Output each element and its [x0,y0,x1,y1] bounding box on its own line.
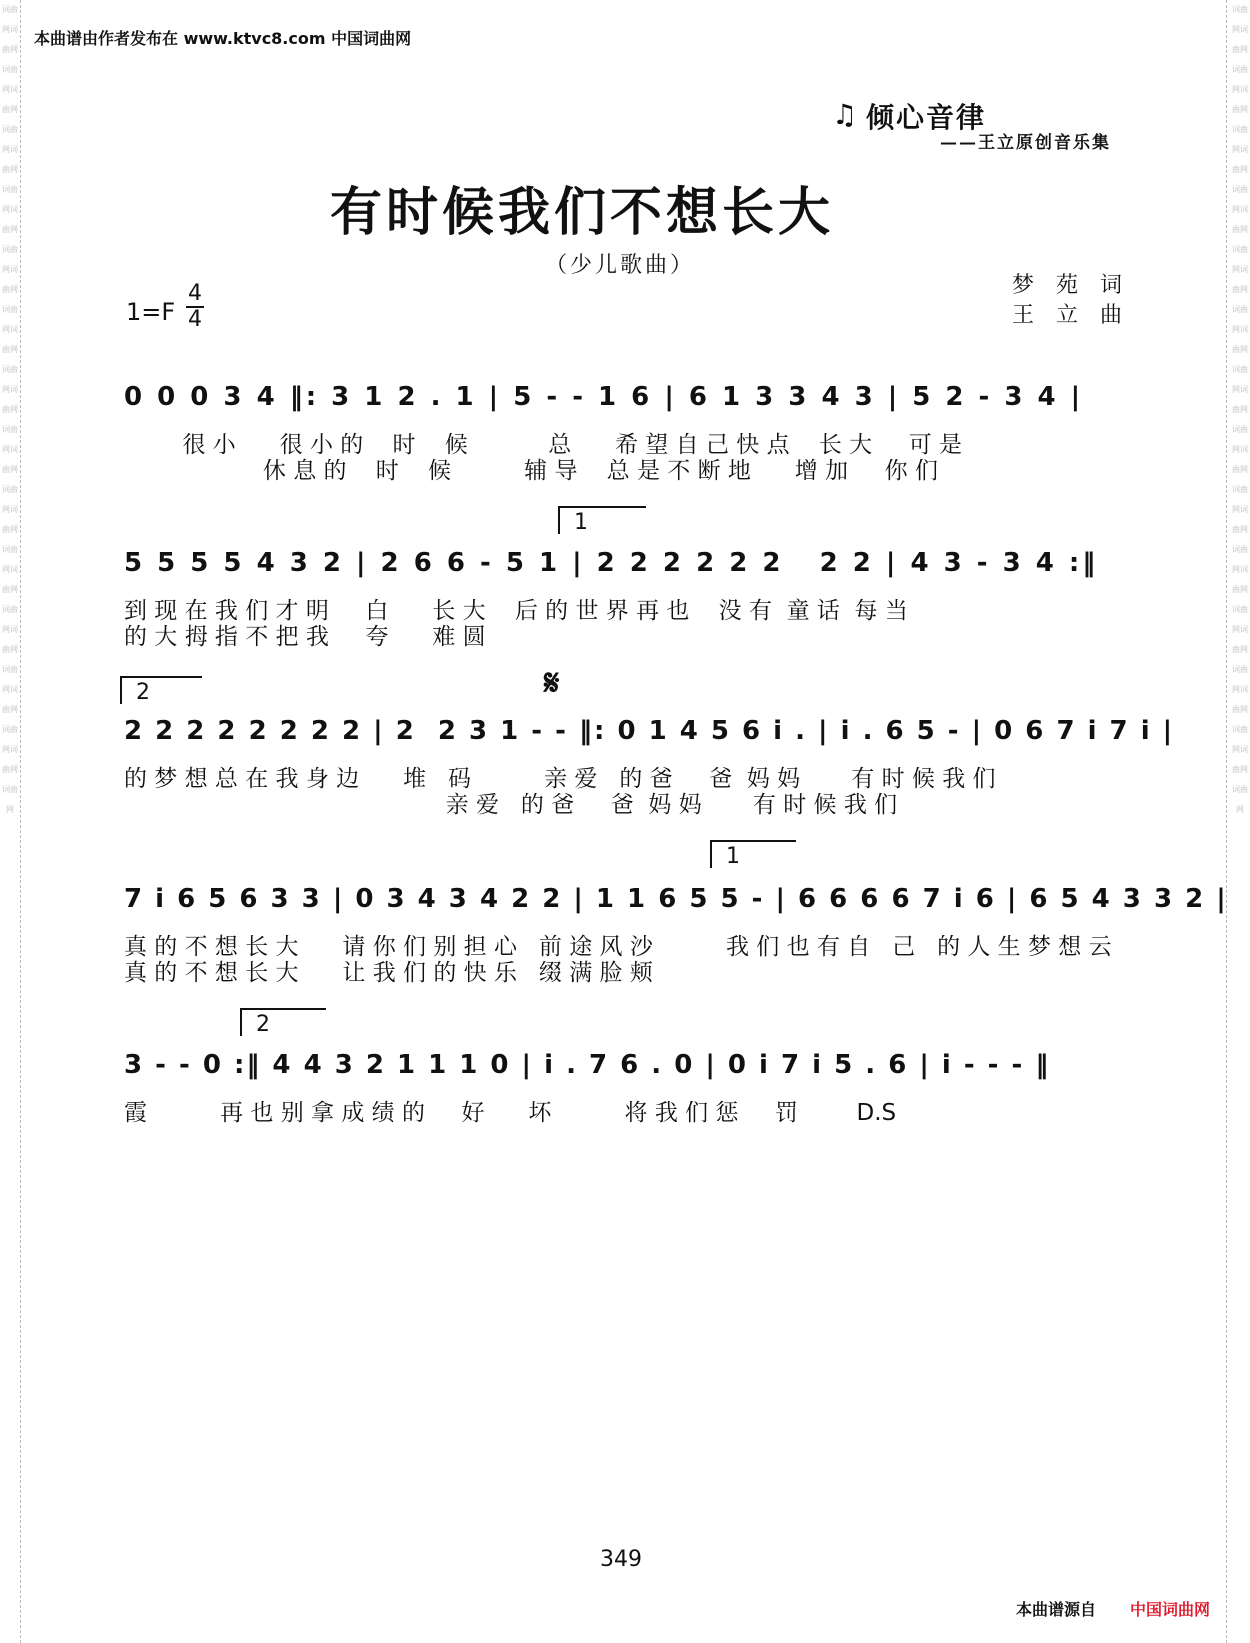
lyrics-row-1-verse-2: 休 息 的 时 候 辅 导 总 是 不 断 地 增 加 你 们 [124,458,938,484]
notation-row-1: 0 0 0 3 4 ‖: 3 1 2 . 1 | 5 - - 1 6 | 6 1 3 3 4 3 | 5 2 - 3 4 | [124,382,1084,412]
lyrics-row-3-verse-2: 亲 爱 的 爸 爸 妈 妈 有 时 候 我 们 [124,792,898,818]
volta-bracket-row-4 [710,840,796,868]
lyricist-credit: 梦 苑 词 [1012,273,1123,298]
time-signature-bottom: 4 [188,307,202,332]
volta-bracket-row-3 [120,676,202,704]
notation-row-3: 2 2 2 2 2 2 2 2 | 2 2 3 1 - - ‖: 0 1 4 5 6 i . | i . 6 5 - | 0 6 7 i 7 i | [124,716,1175,746]
song-genre: （少儿歌曲） [545,253,696,278]
footer-source-label: 本曲谱源自 [1016,1600,1097,1619]
lyrics-row-2-verse-2: 的 大 拇 指 不 把 我 夸 难 圆 [124,624,486,650]
music-note-icon: ♫ [832,98,858,131]
notation-row-5: 3 - - 0 :‖ 4 4 3 2 1 1 1 0 | i . 7 6 . 0 | 0 i 7 i 5 . 6 | i - - - ‖ [124,1050,1051,1080]
lyrics-row-2-verse-1: 到 现 在 我 们 才 明 白 长 大 后 的 世 界 再 也 没 有 童 话 每 当 [124,598,908,624]
footer-site-link[interactable]: 中国词曲网 [1130,1600,1211,1619]
composer-credit: 王 立 曲 [1012,303,1123,328]
time-signature [186,282,204,332]
volta-number: 1 [574,510,588,535]
volta-number: 1 [726,844,740,869]
song-title: 有时候我们不想长大 [330,182,835,243]
segno-sign: 𝄋 [544,662,560,704]
key-signature: 1=F [126,298,176,326]
side-watermark-right: 词曲网词曲网词曲网词曲网词曲网词曲网词曲网词曲网词曲网词曲网词曲网词曲网词曲网词曲网词曲网词曲网词曲网词曲网词曲网词曲网词曲网词曲网词曲网词曲网词曲网词曲网词曲网 [1232,5,1248,814]
source-notice: 本曲谱由作者发布在 www.ktvc8.com 中国词曲网 [34,29,412,48]
notation-row-4: 7 i 6 5 6 3 3 | 0 3 4 3 4 2 2 | 1 1 6 5 5 - | 6 6 6 6 7 i 6 | 6 5 4 3 3 2 | [124,884,1228,914]
lyrics-row-4-verse-1: 真 的 不 想 长 大 请 你 们 别 担 心 前 途 风 沙 我 们 也 有 自 己 的 人 生 梦 想 云 [124,934,1112,960]
right-dashed-border [1226,0,1227,1643]
notation-row-2: 5 5 5 5 4 3 2 | 2 6 6 - 5 1 | 2 2 2 2 2 2 2 2 | 4 3 - 3 4 :‖ [124,548,1099,578]
volta-number: 2 [136,680,150,705]
lyrics-row-1-verse-1: 很 小 很 小 的 时 候 总 希 望 自 己 快 点 长 大 可 是 [124,432,963,458]
collection-logo: 倾心音律 [866,101,987,134]
side-watermark-left: 词曲网词曲网词曲网词曲网词曲网词曲网词曲网词曲网词曲网词曲网词曲网词曲网词曲网词曲网词曲网词曲网词曲网词曲网词曲网词曲网词曲网词曲网词曲网词曲网词曲网词曲网词曲网 [2,5,18,814]
page-number: 349 [600,1547,642,1572]
left-dashed-border [20,0,21,1643]
lyrics-row-3-verse-1: 的 梦 想 总 在 我 身 边 堆 码 亲 爱 的 爸 爸 妈 妈 有 时 候 我 们 [124,766,996,792]
lyrics-row-5-verse-1: 霞 再 也 别 拿 成 绩 的 好 坏 将 我 们 惩 罚 D.S [124,1100,897,1126]
volta-number: 2 [256,1012,270,1037]
volta-bracket-row-2 [558,506,646,534]
collection-subtitle: ——王立原创音乐集 [940,133,1111,153]
time-signature-top: 4 [188,281,202,306]
volta-bracket-row-5 [240,1008,326,1036]
lyrics-row-4-verse-2: 真 的 不 想 长 大 让 我 们 的 快 乐 缀 满 脸 颊 [124,960,653,986]
